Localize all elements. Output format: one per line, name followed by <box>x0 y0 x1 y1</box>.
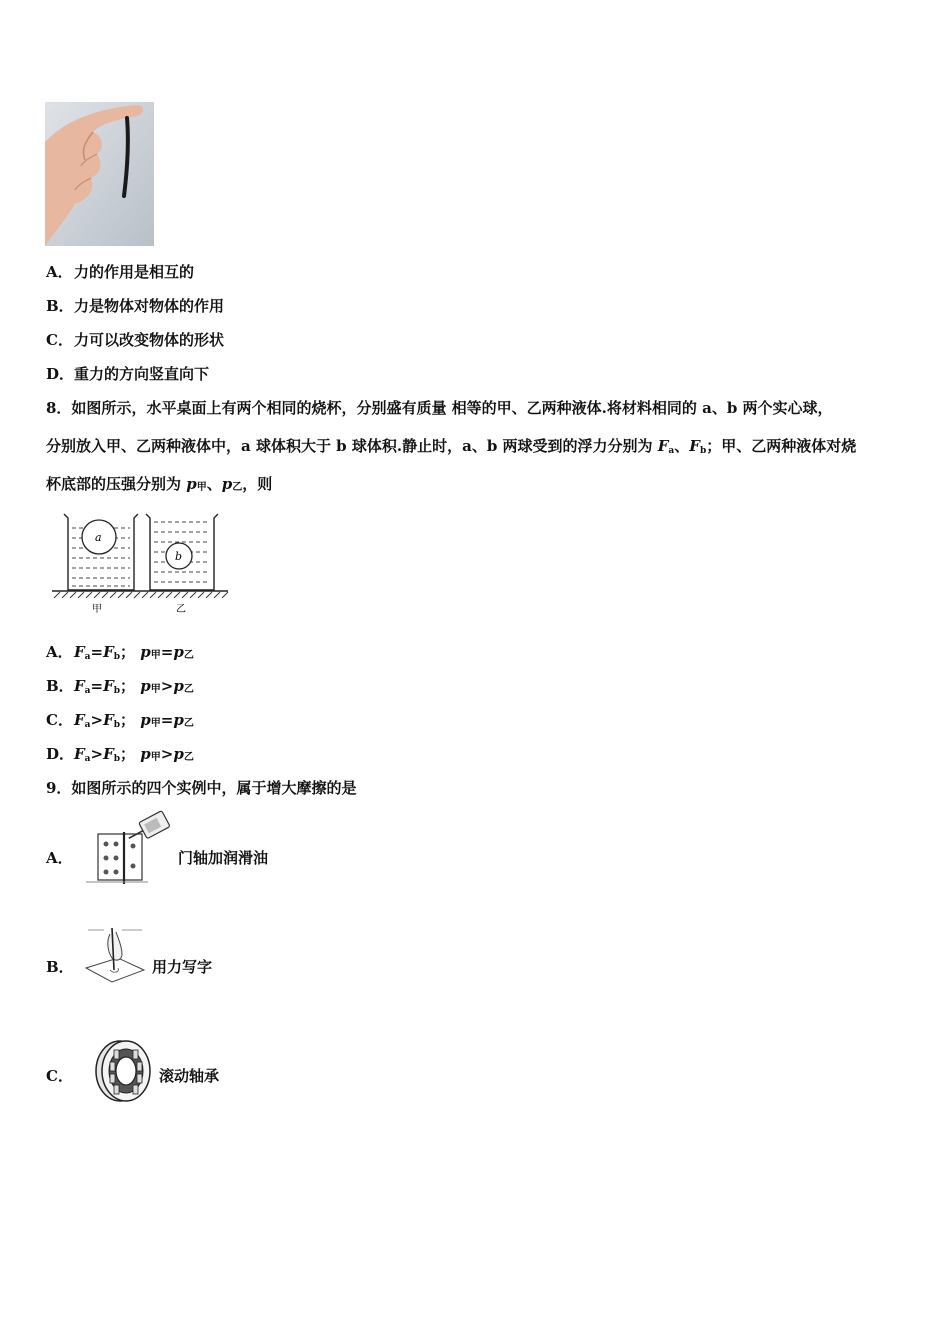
q8-option-d[interactable]: D．$F_a>F_b$； p甲>p乙 <box>46 745 194 764</box>
writing-hand-image <box>82 924 148 984</box>
q9-option-b-text: 用力写字 <box>152 958 213 976</box>
q8-option-a[interactable]: A．$F_a=F_b$； p甲=p乙 <box>46 643 194 662</box>
q7-option-d[interactable]: D．重力的方向竖直向下 <box>46 365 210 383</box>
q8-option-c[interactable]: C．$F_a>F_b$； p甲=p乙 <box>46 711 194 730</box>
q7-option-c[interactable]: C．力可以改变物体的形状 <box>46 331 225 349</box>
q8-option-b[interactable]: B．$F_a=F_b$； p甲>p乙 <box>46 677 194 696</box>
finger-rod-photo <box>45 102 154 246</box>
q7-option-a[interactable]: A．力的作用是相互的 <box>46 263 195 281</box>
ball-b-label: b <box>175 550 183 563</box>
q9-option-c-text: 滚动轴承 <box>159 1067 220 1085</box>
q8-stem-line3: 杯底部的压强分别为 p甲、p乙，则 <box>46 475 273 493</box>
label-jia: 甲 <box>92 604 102 615</box>
q9-option-a-text: 门轴加润滑油 <box>178 849 269 867</box>
beakers-figure <box>48 508 233 616</box>
q9-stem: 9．如图所示的四个实例中，属于增大摩擦的是 <box>46 779 357 797</box>
label-yi: 乙 <box>176 604 186 615</box>
q9-option-b-label[interactable]: B． <box>46 958 74 976</box>
q9-option-a-label[interactable]: A． <box>46 849 73 867</box>
q7-option-b[interactable]: B．力是物体对物体的作用 <box>46 297 225 315</box>
q8-stem-line2: 分别放入甲、乙两种液体中，a 球体积大于 b 球体积.静止时，a、b 两球受到的浮力分别为 $F_a$、$F_b$；甲、乙两种液体对烧 <box>46 437 857 456</box>
ball-a-label: a <box>95 531 102 544</box>
door-hinge-oil-image <box>82 808 174 888</box>
q8-stem-line1: 8．如图所示，水平桌面上有两个相同的烧杯，分别盛有质量 相等的甲、乙两种液体.将材料相同的 a、b 两个实心球， <box>46 399 833 417</box>
q9-option-c-label[interactable]: C． <box>46 1067 73 1085</box>
rolling-bearing-image <box>92 1038 156 1104</box>
